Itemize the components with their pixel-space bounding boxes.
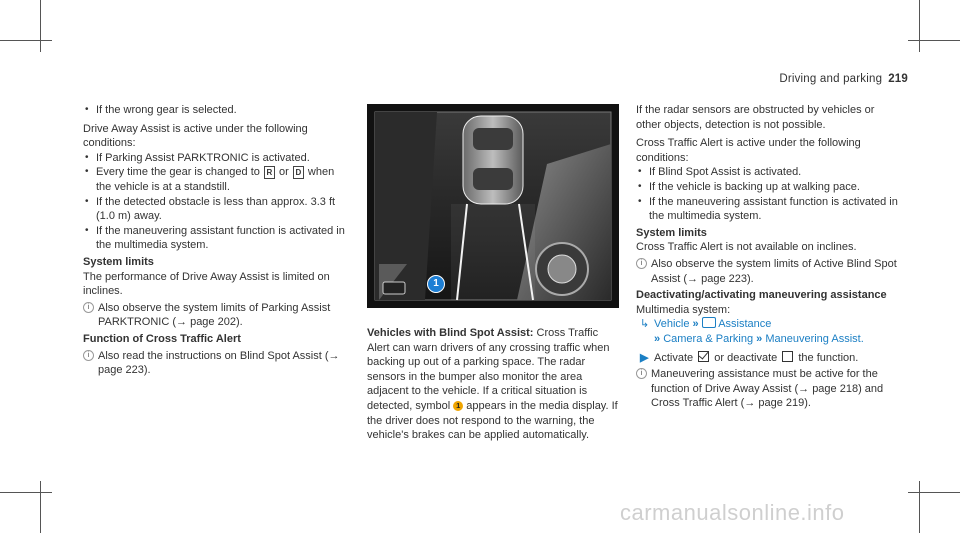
assistance-car-icon xyxy=(702,317,716,328)
crop-mark xyxy=(40,0,41,52)
camera-display-image xyxy=(367,104,619,308)
nav-assistance: Assistance xyxy=(718,318,772,331)
nav-path-line-2 xyxy=(636,332,898,347)
nav-enter-arrow-icon: ↳ xyxy=(640,318,650,331)
bullet-obstacle: • If the detected obstacle is less than approx. 3.3 ft (1.0 m) away. xyxy=(83,195,351,224)
activate-line xyxy=(636,351,898,366)
note-parktronic-text: Also observe the system limits of Parking Assist PARKTRONIC (→ page 202). xyxy=(98,301,331,329)
bullet-parktronic: • If Parking Assist PARKTRONIC is activated. xyxy=(83,151,351,166)
gear-r-icon: R xyxy=(264,166,275,179)
system-limits-text: The performance of Drive Away Assist is limited on inclines. xyxy=(83,270,330,298)
gear-prefix: Every time the gear is changed to xyxy=(96,166,260,179)
action-arrow-icon: ▶ xyxy=(640,351,649,364)
note-maneuvering-active xyxy=(636,367,898,411)
checkbox-unchecked-icon xyxy=(782,351,793,362)
nav-chevron-icon: » xyxy=(756,332,763,345)
right-column xyxy=(636,103,898,411)
system-limits-heading-right: System limits xyxy=(636,226,707,239)
rear-view-illustration xyxy=(367,104,619,308)
info-icon: i xyxy=(83,350,94,361)
crop-mark xyxy=(919,481,920,533)
note-active-blind-spot-text: Also observe the system limits of Active Blind Spot Assist (→ page 223). xyxy=(651,257,897,285)
vehicles-paragraph xyxy=(367,326,619,443)
vehicles-heading: Vehicles with Blind Spot Assist: xyxy=(367,327,534,339)
gear-d-icon: D xyxy=(293,166,304,179)
deactivating-heading: Deactivating/activating maneuvering assistance xyxy=(636,289,887,302)
watermark: carmanualsonline.info xyxy=(620,500,845,525)
info-icon: i xyxy=(83,302,94,313)
nav-chevron-icon: » xyxy=(692,318,699,331)
info-icon: i xyxy=(636,368,647,379)
cross-traffic-heading: Function of Cross Traffic Alert xyxy=(83,332,241,345)
nav-path-line-1 xyxy=(636,317,898,332)
cross-traffic-conditions: Cross Traffic Alert is active under the following conditions: xyxy=(636,137,861,164)
or-deactivate: or deactivate xyxy=(714,351,778,364)
page-number: 219 xyxy=(888,73,908,85)
vehicles-text-2: appears in the media display. If the driver does not respond to the warning, the vehicle's brakes can be applied automatically. xyxy=(367,399,618,442)
multimedia-label: Multimedia system: xyxy=(636,303,731,316)
crop-mark xyxy=(908,40,960,41)
crop-mark xyxy=(0,492,52,493)
drive-away-intro: Drive Away Assist is active under the following conditions: xyxy=(83,122,308,150)
the-function: the function. xyxy=(798,351,859,364)
middle-column xyxy=(367,326,619,443)
bullet-maneuvering-right: • If the maneuvering assistant function is activated in the multimedia system. xyxy=(636,195,898,224)
callout-1: 1 xyxy=(427,275,445,293)
crop-mark xyxy=(40,481,41,533)
checkbox-checked-icon xyxy=(698,351,709,362)
nav-vehicle: Vehicle xyxy=(654,318,690,331)
system-limits-text-right: Cross Traffic Alert is not available on inclines. xyxy=(636,241,857,254)
nav-maneuvering: Maneuvering Assist. xyxy=(765,332,864,345)
gear-suffix: when the vehicle is at a standstill. xyxy=(96,166,335,193)
bullet-backing: • If the vehicle is backing up at walking pace. xyxy=(636,180,898,195)
note-blind-spot-text: Also read the instructions on Blind Spot Assist (→ page 223). xyxy=(98,349,340,377)
nav-chevron-icon: » xyxy=(654,332,661,345)
note-blind-spot xyxy=(83,349,351,378)
note-maneuvering-active-text: Maneuvering assistance must be active for the function of Drive Away Assist (→ page 218) and Cross Traffic Alert (→ page 219). xyxy=(651,368,884,410)
left-column xyxy=(83,103,351,378)
note-parktronic xyxy=(83,301,351,330)
symbol-badge: 1 xyxy=(453,401,463,411)
bullet-gear-change xyxy=(83,165,351,194)
crop-mark xyxy=(0,40,52,41)
radar-obstructed: If the radar sensors are obstructed by vehicles or other objects, detection is not possible. xyxy=(636,104,875,131)
bullet-blind-spot: • If Blind Spot Assist is activated. xyxy=(636,165,898,180)
gear-or: or xyxy=(279,166,289,179)
vehicles-text-1: Cross Traffic Alert can warn drivers of any crossing traffic when backing up out of a parking space. The radar sensors in the bumper also monitor the area adjacent to the vehicle. If a critical situation is detected, symbol xyxy=(367,327,610,412)
nav-camera-parking: Camera & Parking xyxy=(663,332,754,345)
activate-word: Activate xyxy=(654,351,694,364)
bullet-wrong-gear: • If the wrong gear is selected. xyxy=(83,103,351,118)
crop-mark xyxy=(908,492,960,493)
page-header xyxy=(779,73,908,85)
system-limits-heading: System limits xyxy=(83,255,154,268)
bullet-maneuvering: • If the maneuvering assistant function is activated in the multimedia system. xyxy=(83,224,351,253)
section-title: Driving and parking xyxy=(779,73,883,85)
note-active-blind-spot xyxy=(636,257,898,286)
info-icon: i xyxy=(636,258,647,269)
crop-mark xyxy=(919,0,920,52)
